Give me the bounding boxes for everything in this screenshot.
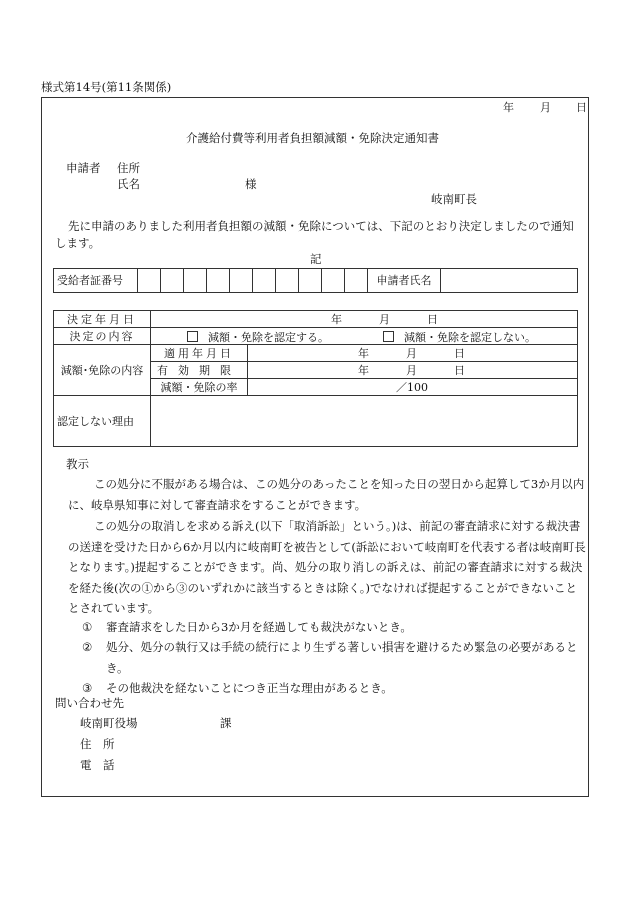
reduction-content-label: 減額･免除の内容 xyxy=(54,345,151,396)
contact-address-label: 住 所 xyxy=(80,737,115,751)
instruction-para2: この処分の取消しを求める訴え(以下「取消訴訟」という。)は、前記の審査請求に対する裁決書の送達を受けた日から6か月以内に岐南町を被告として(訴訟において岐南町を代表する者は岐南町長となります。)提起することができます。尚、処分の取り消しの訴えは、前記の審査請求に対する裁決を経た後(次の①から③のいずれかに該当するときは除く。)でなければ提起することができないこととされています。 xyxy=(68,519,586,615)
applicant-label: 申請者 xyxy=(66,161,101,175)
approve-option xyxy=(187,331,329,343)
rate-value: ／100 xyxy=(396,381,428,394)
ki-label: 記 xyxy=(310,252,322,266)
date-month: 月 xyxy=(540,101,551,114)
digit-cell xyxy=(253,269,276,293)
honorific: 様 xyxy=(245,177,257,191)
digit-cell xyxy=(230,269,253,293)
digit-cell xyxy=(276,269,299,293)
year-mark: 年 xyxy=(358,347,369,360)
item-mark: ① xyxy=(82,620,93,634)
item-text: 処分、処分の執行又は手続の続行により生ずる著しい損害を避けるため緊急の必要があるとき。 xyxy=(106,640,578,675)
deny-label: 減額・免除を認定しない。 xyxy=(404,331,536,344)
contact-office: 岐南町役場 xyxy=(80,716,138,730)
reason-label: 認定しない理由 xyxy=(54,396,151,447)
intro-text: 先に申請のありました利用者負担額の減額・免除については、下記のとおり決定しましたので通知します。 xyxy=(55,219,574,250)
rate-cell xyxy=(248,379,578,396)
form-id: 様式第14号(第11条関係) xyxy=(41,80,172,94)
date-day: 日 xyxy=(576,101,587,114)
applicant-name-cell xyxy=(441,269,578,293)
instruction-item-2 xyxy=(82,637,588,678)
issuer: 岐南町長 xyxy=(431,192,477,206)
recipient-table xyxy=(53,268,578,293)
date-year: 年 xyxy=(503,101,514,114)
year-mark: 年 xyxy=(358,364,369,377)
instruction-heading: 教示 xyxy=(66,457,89,471)
digit-cell xyxy=(345,269,368,293)
name-label: 氏名 xyxy=(117,177,140,191)
digit-cell xyxy=(322,269,345,293)
instruction-item-1 xyxy=(82,617,588,638)
deny-option xyxy=(383,331,536,343)
item-mark: ② xyxy=(82,640,93,654)
document-title: 介護給付費等利用者負担額減額・免除決定通知書 xyxy=(186,131,439,145)
digit-cell xyxy=(207,269,230,293)
decision-content-label: 決定の内容 xyxy=(54,328,151,345)
month-mark: 月 xyxy=(406,347,417,360)
item-text: 審査請求をした日から3か月を経過しても裁決がないとき。 xyxy=(106,620,412,634)
digit-cell xyxy=(184,269,207,293)
month-mark: 月 xyxy=(379,313,390,326)
apply-date-label: 適用年月日 xyxy=(151,345,248,362)
approve-checkbox[interactable] xyxy=(187,331,198,342)
decision-content-cell xyxy=(151,328,578,345)
day-mark: 日 xyxy=(427,313,438,326)
decision-table xyxy=(53,310,578,447)
decision-date-cell xyxy=(151,311,578,328)
apply-date-cell xyxy=(248,345,578,362)
day-mark: 日 xyxy=(454,347,465,360)
address-label: 住所 xyxy=(117,161,140,175)
contact-heading: 問い合わせ先 xyxy=(55,696,124,710)
decision-date-label: 決定年月日 xyxy=(54,311,151,328)
digit-cell xyxy=(161,269,184,293)
reason-cell xyxy=(151,396,578,447)
contact-phone-label: 電 話 xyxy=(80,758,115,772)
digit-cell xyxy=(138,269,161,293)
item-mark: ③ xyxy=(82,681,93,695)
valid-period-cell xyxy=(248,362,578,379)
deny-checkbox[interactable] xyxy=(383,331,394,342)
recipient-no-label: 受給者証番号 xyxy=(54,269,138,293)
year-mark: 年 xyxy=(331,313,342,326)
day-mark: 日 xyxy=(454,364,465,377)
contact-dept: 課 xyxy=(220,716,232,730)
valid-period-label: 有効期限 xyxy=(151,362,248,379)
instruction-item-3 xyxy=(82,678,588,699)
approve-label: 減額・免除を認定する。 xyxy=(208,331,329,344)
digit-cell xyxy=(299,269,322,293)
instruction-para1: この処分に不服がある場合は、この処分のあったことを知った日の翌日から起算して3か月以内に、岐阜県知事に対して審査請求をすることができます。 xyxy=(68,477,585,512)
month-mark: 月 xyxy=(406,364,417,377)
rate-label: 減額・免除の率 xyxy=(151,379,248,396)
item-text: その他裁決を経ないことにつき正当な理由があるとき。 xyxy=(106,681,393,695)
applicant-name-label: 申請者氏名 xyxy=(368,269,441,293)
